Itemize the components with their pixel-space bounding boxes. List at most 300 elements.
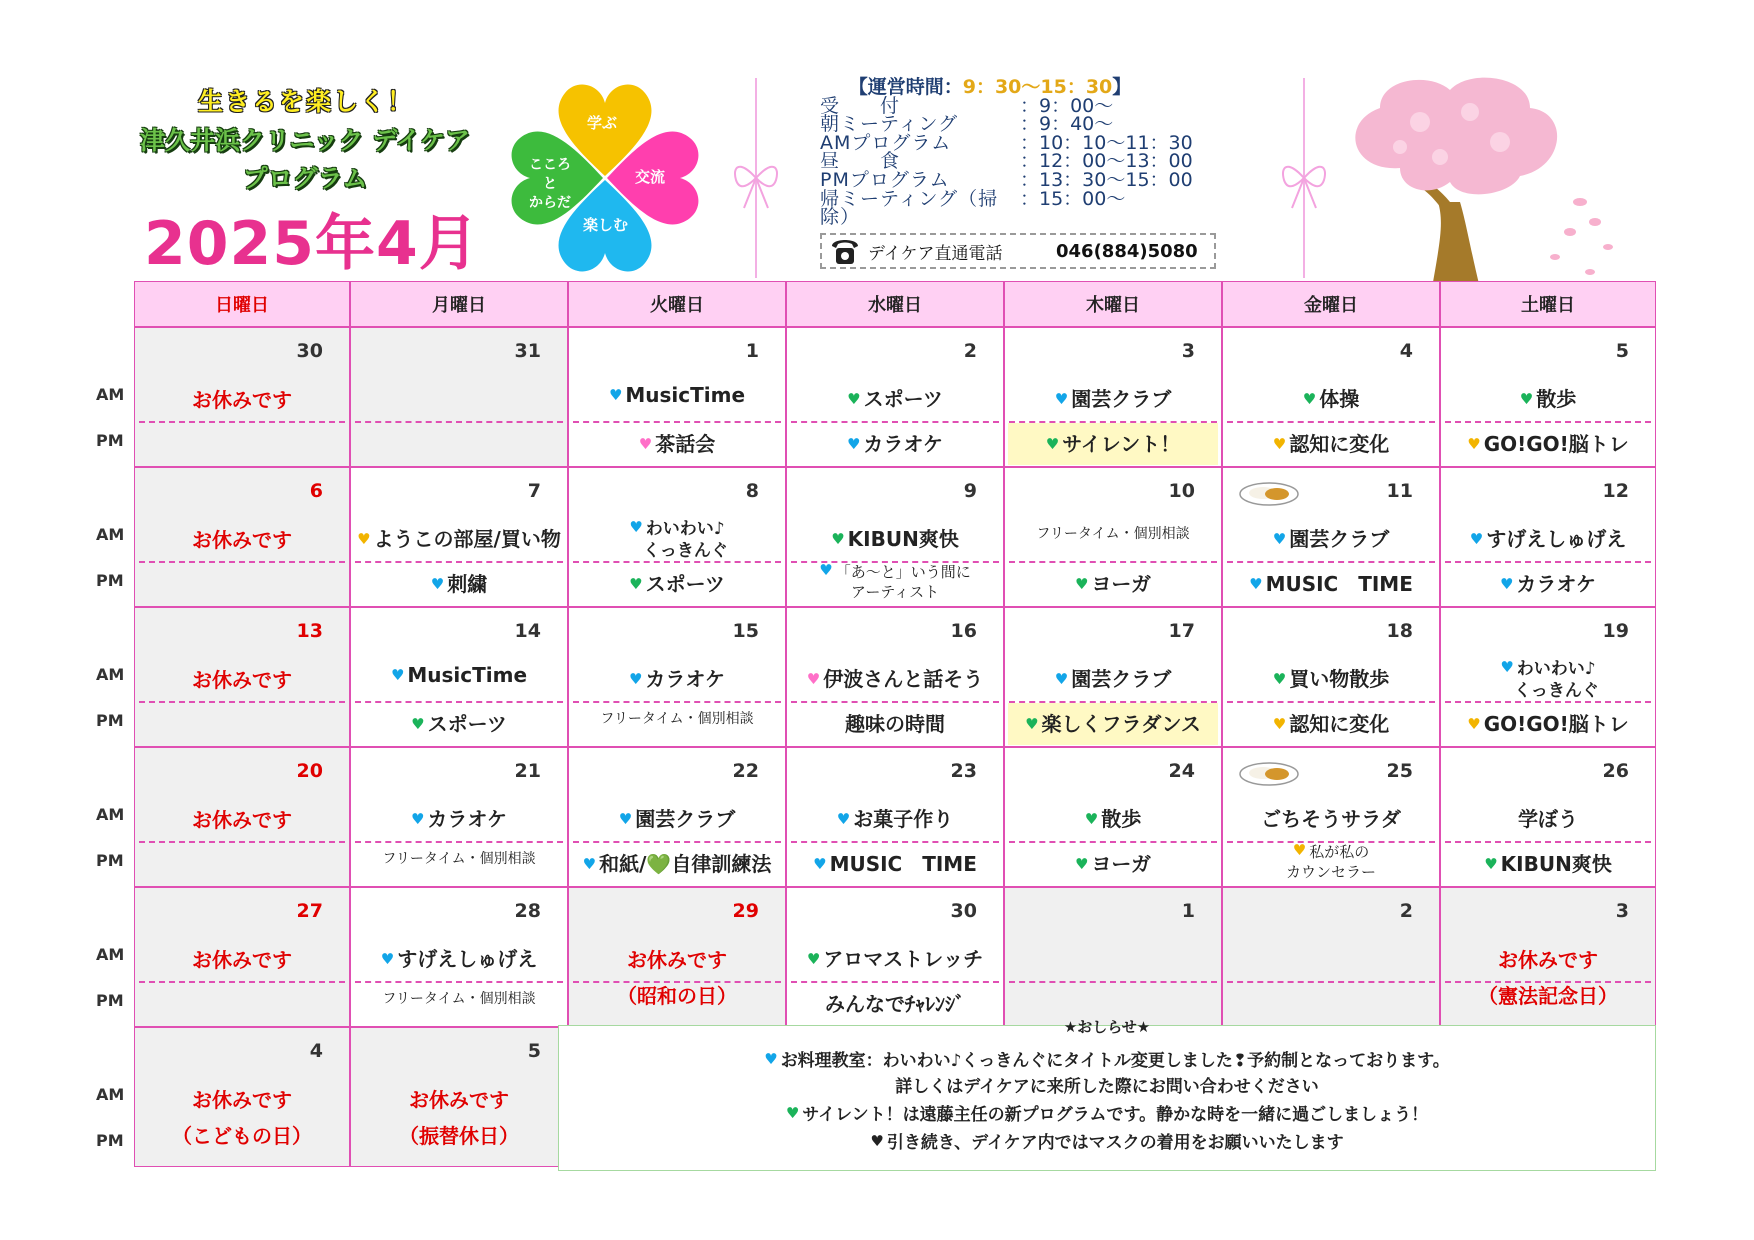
day-number: 25 (1386, 760, 1413, 782)
day-number: 17 (1168, 620, 1195, 642)
day-number: 8 (745, 480, 759, 502)
day-number: 13 (296, 620, 323, 642)
calendar-day-cell[interactable] (1440, 607, 1656, 747)
hours-row-value: ：13：30〜15：00 (1020, 168, 1193, 191)
program-text: KIBUN爽快 (1500, 852, 1612, 876)
day-number: 15 (732, 620, 759, 642)
calendar-day-cell[interactable] (350, 467, 568, 607)
program-text: GO!GO!脳トレ (1483, 432, 1629, 456)
program-text: サイレント！ (1062, 432, 1181, 456)
weekday-label: 木曜日 (1004, 281, 1222, 327)
day-number: 19 (1602, 620, 1629, 642)
cherry-tree-icon (1340, 72, 1640, 288)
program-text: すげえしゅげえ (397, 947, 538, 971)
program-text: お休みです (192, 388, 292, 412)
calendar-day-cell[interactable] (134, 1027, 350, 1167)
heart-icon: ♥ (764, 1050, 778, 1068)
program-text: お休みです (409, 1088, 509, 1112)
program-text: GO!GO!脳トレ (1483, 712, 1629, 736)
curry-plate-icon (1239, 760, 1299, 786)
heart-icon: ♥ (819, 561, 833, 579)
heart-icon: ♥ (629, 518, 643, 536)
am-pm-divider (139, 981, 345, 983)
pm-label: PM (96, 1131, 124, 1150)
am-label: AM (96, 1085, 125, 1104)
program-text: フリータイム・個別相談 (382, 991, 536, 1007)
calendar-day-cell[interactable] (350, 1027, 568, 1167)
program-text: （昭和の日） (617, 984, 737, 1008)
day-number: 21 (514, 760, 541, 782)
am-program (569, 383, 785, 407)
hours-row-label: AMプログラム (820, 131, 952, 154)
program-text: スポーツ (427, 712, 507, 736)
program-text: お休みです (1498, 948, 1598, 972)
am-pm-divider (1227, 701, 1435, 703)
pm-program (351, 708, 567, 737)
program-text: お菓子作り (853, 807, 954, 831)
calendar-day-cell[interactable] (134, 327, 350, 467)
day-number: 29 (732, 900, 759, 922)
notice-box (558, 1018, 1656, 1171)
hours-row-label: 受 付 (820, 94, 901, 117)
am-program (787, 383, 1003, 412)
day-number: 18 (1386, 620, 1413, 642)
tagline: 生きるを楽しく！ (197, 87, 414, 116)
pm-program (787, 428, 1003, 457)
am-program (569, 803, 785, 832)
heart-icon: ♥ (1292, 841, 1307, 859)
heart-icon: ♥ (1045, 435, 1060, 453)
pm-program (1005, 848, 1221, 877)
weekday-label: 金曜日 (1222, 281, 1440, 327)
program-text: 楽しくフラダンス (1041, 712, 1201, 736)
program-text: 買い物散歩 (1289, 667, 1390, 691)
am-program (569, 944, 785, 973)
pm-program (1005, 568, 1221, 597)
pm-label: PM (96, 571, 124, 590)
program-text: 認知に変化 (1289, 432, 1390, 456)
heart-icon: ♥ (628, 670, 643, 688)
hours-row-label: 昼 食 (820, 150, 901, 173)
am-pm-divider (791, 981, 999, 983)
program-text: カラオケ (863, 432, 944, 456)
program-text: 和紙/💚自律訓練法 (599, 852, 772, 876)
program-text: わいわい♪ くっきんぐ (1514, 659, 1599, 701)
calendar-day-cell[interactable] (1440, 747, 1656, 887)
heart-icon: ♥ (430, 575, 445, 593)
calendar-day-cell[interactable] (134, 887, 350, 1027)
am-pm-divider (1009, 701, 1217, 703)
day-number: 2 (963, 340, 977, 362)
hours-title (820, 78, 1240, 97)
am-program (135, 384, 349, 413)
am-program (135, 804, 349, 833)
ribbon-right-icon (1278, 78, 1330, 278)
day-number: 23 (950, 760, 977, 782)
program-text: ようこの部屋/買い物 (373, 527, 561, 551)
calendar-day-cell[interactable] (568, 747, 786, 887)
calendar-day-cell[interactable] (568, 327, 786, 467)
program-text: ヨーガ (1091, 852, 1152, 876)
notice-line (559, 1100, 1655, 1125)
am-pm-divider (1445, 841, 1651, 843)
heart-icon: ♥ (582, 855, 597, 873)
heart-icon: ♥ (1249, 575, 1263, 593)
am-program (1223, 803, 1439, 832)
heart-icon: ♥ (806, 950, 821, 968)
heart-icon: ♥ (1484, 855, 1498, 873)
am-label: AM (96, 385, 125, 404)
day-number: 3 (1615, 900, 1629, 922)
am-pm-divider (791, 701, 999, 703)
am-pm-divider (355, 561, 563, 563)
calendar-day-cell[interactable] (568, 607, 786, 747)
am-program (351, 523, 567, 552)
program-text: 学ぼう (1518, 807, 1578, 831)
pm-label: PM (96, 991, 124, 1010)
am-program (1441, 656, 1655, 702)
heart-icon: ♥ (813, 855, 827, 873)
am-program (1223, 523, 1439, 552)
am-pm-divider (573, 701, 781, 703)
calendar-day-cell[interactable] (1004, 467, 1222, 607)
heart-icon: ♥ (1302, 390, 1317, 408)
calendar-day-cell[interactable] (1004, 607, 1222, 747)
heart-icon: ♥ (1025, 715, 1039, 733)
am-pm-divider (355, 981, 563, 983)
notice-line (559, 1128, 1655, 1153)
clinic-name (130, 122, 480, 198)
am-program (1223, 383, 1439, 412)
calendar-day-cell[interactable] (786, 747, 1004, 887)
day-number: 10 (1168, 480, 1195, 502)
program-text: 刺繍 (447, 572, 488, 596)
hours-row-label: 帰ミーティング（掃除） (820, 187, 999, 229)
clover-label-left: こころ と からだ (529, 157, 571, 211)
calendar-day-cell[interactable] (1222, 327, 1440, 467)
heart-icon: ♥ (1272, 715, 1287, 733)
am-program (135, 944, 349, 973)
pm-program (1223, 840, 1439, 882)
am-pm-divider (1009, 981, 1217, 983)
telephone-icon (828, 236, 862, 266)
notice-line (559, 1046, 1655, 1071)
pm-label: PM (96, 711, 124, 730)
calendar-day-cell[interactable] (1004, 887, 1222, 1027)
hours-title-end: 】 (1112, 76, 1132, 98)
pm-program (351, 848, 567, 868)
day-number: 30 (950, 900, 977, 922)
heart-icon: ♥ (1499, 575, 1514, 593)
day-number: 5 (1615, 340, 1629, 362)
notice-text: 引き続き、デイケア内ではマスクの着用をお願いいたします (886, 1133, 1344, 1153)
calendar-day-cell[interactable] (350, 327, 568, 467)
pm-label: PM (96, 431, 124, 450)
program-text: MusicTime (407, 663, 528, 687)
heart-icon: ♥ (618, 810, 633, 828)
program-text: スポーツ (645, 572, 725, 596)
pm-program (787, 988, 1003, 1017)
program-text: フリータイム・個別相談 (382, 851, 536, 867)
program-text: 園芸クラブ (1071, 387, 1172, 411)
pm-program (1223, 708, 1439, 737)
program-text: （憲法記念日） (1478, 984, 1618, 1008)
ribbon-left-icon (730, 78, 782, 278)
am-pm-divider (1009, 421, 1217, 423)
program-text: カラオケ (427, 807, 508, 831)
am-pm-divider (1227, 421, 1435, 423)
calendar-day-cell[interactable] (1222, 747, 1440, 887)
program-text: KIBUN爽快 (847, 527, 959, 551)
am-pm-divider (1227, 561, 1435, 563)
heart-icon: ♥ (1074, 855, 1089, 873)
day-number: 24 (1168, 760, 1195, 782)
program-text: わいわい♪ くっきんぐ (643, 519, 728, 561)
calendar-day-cell[interactable] (568, 887, 786, 1027)
calendar-day-cell[interactable] (350, 887, 568, 1027)
program-text: 散歩 (1536, 387, 1577, 411)
hours-row-value: ：12：00〜13：00 (1020, 150, 1193, 173)
program-text: 「あ〜と」いう間に アーティスト (835, 563, 971, 601)
pm-program (787, 848, 1003, 877)
program-text: みんなでﾁｬﾚﾝｼﾞ (825, 992, 965, 1016)
pm-program (787, 708, 1003, 737)
program-text: MusicTime (625, 383, 746, 407)
pm-program (569, 568, 785, 597)
clover-label-top: 学ぶ (587, 114, 618, 132)
heart-icon: ♥ (847, 390, 861, 408)
calendar-day-cell[interactable] (134, 467, 350, 607)
program-text: アロマストレッチ (823, 947, 984, 971)
am-pm-divider (1227, 981, 1435, 983)
am-pm-divider (791, 841, 999, 843)
am-program (351, 803, 567, 832)
calendar-day-cell[interactable] (350, 747, 568, 887)
month-title: 2025年4月 (144, 209, 480, 279)
phone-number[interactable]: 046(884)5080 (1056, 240, 1198, 262)
hours-row (820, 115, 1240, 134)
am-program (1223, 663, 1439, 692)
heart-icon: ♥ (608, 386, 623, 404)
heart-icon: ♥ (638, 435, 653, 453)
am-program (1441, 383, 1655, 412)
calendar-day-cell[interactable] (1440, 467, 1656, 607)
pm-program (351, 1120, 567, 1149)
weekday-label: 月曜日 (350, 281, 568, 327)
calendar-day-cell[interactable] (1222, 467, 1440, 607)
day-number: 9 (963, 480, 977, 502)
day-number: 27 (296, 900, 323, 922)
pm-program (569, 848, 785, 877)
am-program (569, 516, 785, 562)
calendar-day-cell[interactable] (1222, 607, 1440, 747)
day-number: 26 (1602, 760, 1629, 782)
calendar-day-cell[interactable] (1004, 747, 1222, 887)
am-pm-divider (573, 841, 781, 843)
heart-icon: ♥ (1054, 390, 1069, 408)
clover-logo (505, 78, 705, 278)
program-text: 伊波さんと話そう (823, 667, 984, 691)
day-number: 4 (309, 1040, 323, 1062)
heart-icon: ♥ (1272, 435, 1287, 453)
am-label: AM (96, 525, 125, 544)
hours-title-value: 9：30〜15：30 (962, 76, 1113, 98)
notice-line (559, 1072, 1655, 1097)
program-text: フリータイム・個別相談 (1036, 526, 1190, 542)
am-pm-divider (139, 701, 345, 703)
calendar-day-cell[interactable] (134, 607, 350, 747)
day-number: 4 (1399, 340, 1413, 362)
clinic-line-2: プログラム (242, 164, 368, 193)
am-pm-divider (355, 701, 563, 703)
pm-program (351, 988, 567, 1008)
calendar-day-cell[interactable] (786, 607, 1004, 747)
heart-icon: ♥ (846, 435, 861, 453)
program-text: 園芸クラブ (1289, 527, 1390, 551)
pm-program (1441, 708, 1655, 737)
heart-icon: ♥ (1500, 658, 1514, 676)
pm-program (1441, 568, 1655, 597)
heart-icon: ♥ (1519, 390, 1534, 408)
clinic-line-1: 津久井浜クリニック デイケア (140, 126, 470, 155)
am-program (1441, 803, 1655, 832)
am-program (1005, 663, 1221, 692)
heart-icon: ♥ (629, 575, 643, 593)
am-pm-divider (139, 561, 345, 563)
pm-program (1441, 428, 1655, 457)
program-text: カラオケ (1516, 572, 1597, 596)
program-text: フリータイム・個別相談 (600, 711, 754, 727)
heart-icon: ♥ (1469, 530, 1484, 548)
calendar-day-cell[interactable] (1004, 327, 1222, 467)
am-program (1005, 523, 1221, 543)
heart-icon: ♥ (1054, 670, 1069, 688)
am-pm-divider (791, 421, 999, 423)
weekday-label: 火曜日 (568, 281, 786, 327)
program-text: お休みです (192, 528, 292, 552)
am-program (787, 943, 1003, 972)
am-pm-divider (1445, 421, 1651, 423)
pm-program (787, 560, 1003, 602)
am-pm-divider (139, 841, 345, 843)
heart-icon: ♥ (1084, 810, 1099, 828)
hours-title-label: 【運営時間： (848, 76, 963, 98)
hours-row (820, 187, 1240, 229)
am-program (135, 524, 349, 553)
calendar-day-cell[interactable] (134, 747, 350, 887)
am-program (135, 664, 349, 693)
program-text: カラオケ (645, 667, 726, 691)
calendar-day-cell[interactable] (786, 467, 1004, 607)
calendar-day-cell[interactable] (786, 887, 1004, 1027)
heart-icon: ♥ (1074, 575, 1089, 593)
heart-icon: ♥ (357, 530, 371, 548)
program-text: 私が私の カウンセラー (1285, 843, 1376, 881)
am-program (351, 663, 567, 687)
am-program (1005, 803, 1221, 832)
day-number: 5 (527, 1040, 541, 1062)
day-number: 12 (1602, 480, 1629, 502)
pm-program (1223, 568, 1439, 597)
day-number: 3 (1181, 340, 1195, 362)
notice-text: サイレント！は遠藤主任の新プログラムです。静かな時を一緒に過ごしましょう！ (802, 1105, 1429, 1125)
calendar-day-cell[interactable] (568, 467, 786, 607)
am-program (569, 663, 785, 692)
clover-label-right: 交流 (635, 168, 666, 186)
calendar-day-cell[interactable] (1440, 327, 1656, 467)
am-program (351, 1084, 567, 1113)
day-number: 31 (514, 340, 541, 362)
notice-text: お料理教室：わいわい♪くっきんぐにタイトル変更しました❢予約制となっております。 (780, 1051, 1450, 1071)
heart-icon: ♥ (806, 670, 821, 688)
program-text: お休みです (627, 948, 727, 972)
program-text: スポーツ (863, 387, 943, 411)
day-number: 2 (1399, 900, 1413, 922)
heart-icon: ♥ (410, 810, 425, 828)
am-pm-divider (1009, 561, 1217, 563)
am-program (787, 523, 1003, 552)
curry-plate-icon (1239, 480, 1299, 506)
pm-label: PM (96, 851, 124, 870)
heart-icon: ♥ (1467, 435, 1481, 453)
hours-row-label: 朝ミーティング (820, 113, 959, 136)
heart-icon: ♥ (380, 950, 395, 968)
phone-box (820, 233, 1216, 269)
program-text: ヨーガ (1091, 572, 1152, 596)
am-program (1441, 944, 1655, 973)
calendar-day-cell[interactable] (786, 327, 1004, 467)
day-number: 11 (1386, 480, 1413, 502)
day-number: 30 (296, 340, 323, 362)
pm-program (569, 428, 785, 457)
day-number: 14 (514, 620, 541, 642)
day-number: 1 (745, 340, 759, 362)
pm-program (569, 708, 785, 728)
program-text: 体操 (1319, 387, 1360, 411)
notice-title: ★おしらせ★ (1063, 1018, 1151, 1036)
weekday-header (134, 281, 1656, 327)
program-text: 認知に変化 (1289, 712, 1390, 736)
weekday-label: 土曜日 (1440, 281, 1656, 327)
heart-icon: ♥ (785, 1104, 800, 1122)
pm-program (135, 1120, 349, 1149)
program-text: （こどもの日） (172, 1124, 312, 1148)
hours-row-label: PMプログラム (820, 168, 950, 191)
calendar-day-cell[interactable] (1222, 887, 1440, 1027)
program-text: お休みです (192, 808, 292, 832)
weekday-label: 日曜日 (134, 281, 350, 327)
pm-program (351, 568, 567, 597)
day-number: 28 (514, 900, 541, 922)
hours-row-value: ：10：10〜11：30 (1020, 131, 1193, 154)
hours-row-value: ：9：40〜 (1020, 113, 1114, 136)
day-number: 16 (950, 620, 977, 642)
program-text: 散歩 (1101, 807, 1142, 831)
pm-program (1441, 980, 1655, 1009)
hours-row (820, 168, 1240, 191)
calendar-day-cell[interactable] (350, 607, 568, 747)
am-label: AM (96, 945, 125, 964)
program-text: MUSIC TIME (1265, 572, 1413, 596)
program-text: お休みです (192, 668, 292, 692)
heart-icon: ♥ (870, 1132, 884, 1150)
pm-program (1441, 848, 1655, 877)
program-text: すげえしゅげえ (1486, 527, 1627, 551)
program-text: （振替休日） (399, 1124, 519, 1148)
am-pm-divider (573, 421, 781, 423)
calendar-day-cell[interactable] (1440, 887, 1656, 1027)
program-text: MUSIC TIME (829, 852, 977, 876)
